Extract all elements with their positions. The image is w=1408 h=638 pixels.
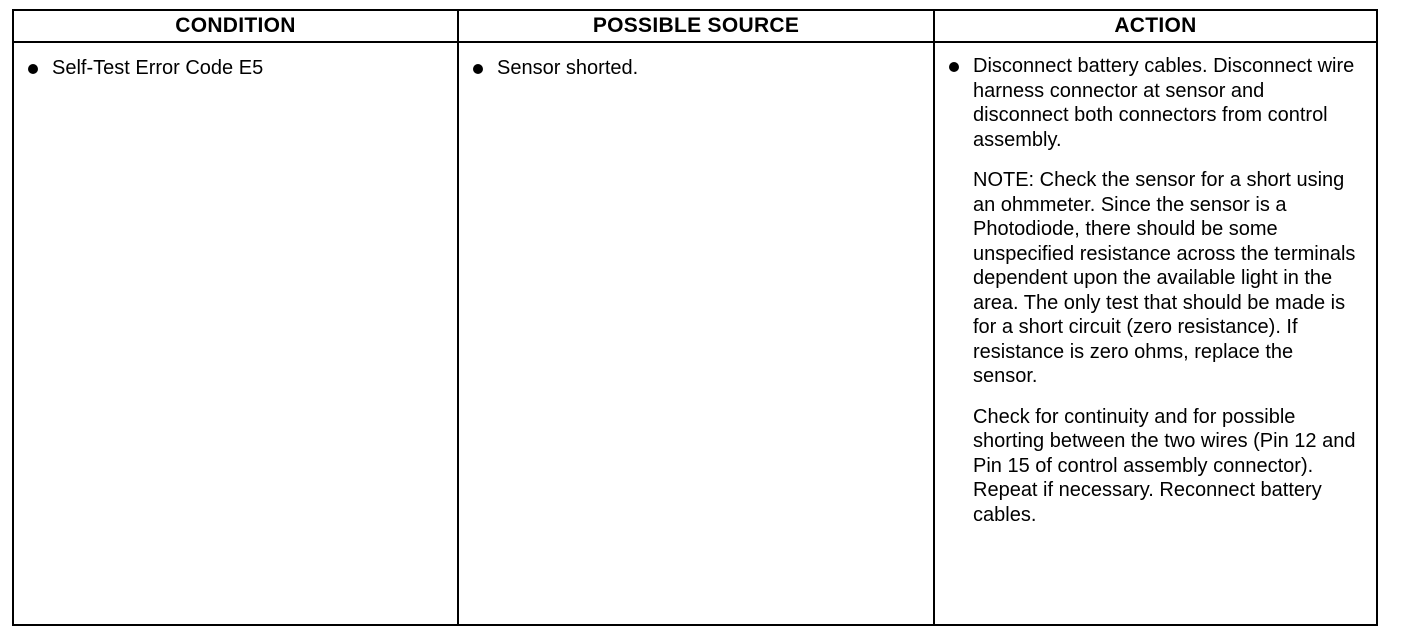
action-note-paragraph: NOTE: Check the sensor for a short using an ohmmeter. Since the sensor is a Photodiode, there should be some unspecified resistance across the terminals dependent upon the available light in the area. The only test that should be made is for a short circuit (zero resistance). If resistance is zero ohms, replace the sensor.: [973, 169, 1356, 387]
table-header: [14, 11, 1376, 43]
header-action: ACTION: [1114, 14, 1197, 37]
bullet-icon: [949, 62, 959, 72]
header-possible-source: POSSIBLE SOURCE: [592, 14, 800, 37]
list-item: [14, 56, 457, 81]
possible-source-text: Sensor shorted.: [497, 57, 639, 79]
condition-text: Self-Test Error Code E5: [52, 57, 264, 79]
header-condition: CONDITION: [175, 14, 296, 37]
condition-cell: [14, 43, 457, 624]
action-paragraph-1: Disconnect battery cables. Disconnect wire harness connector at sensor and disconnect both connectors from control assembly.: [973, 55, 1355, 151]
possible-source-cell: [459, 43, 933, 624]
action-cell: [935, 43, 1376, 624]
bullet-icon: [28, 64, 38, 74]
bullet-icon: [473, 64, 483, 74]
troubleshooting-table: [12, 9, 1378, 626]
list-item: [459, 56, 933, 81]
list-item: [935, 54, 1376, 527]
action-paragraph-3: Check for continuity and for possible shorting between the two wires (Pin 12 and Pin 15 of control assembly connector). Repeat if necessary. Reconnect battery cables.: [973, 405, 1356, 526]
